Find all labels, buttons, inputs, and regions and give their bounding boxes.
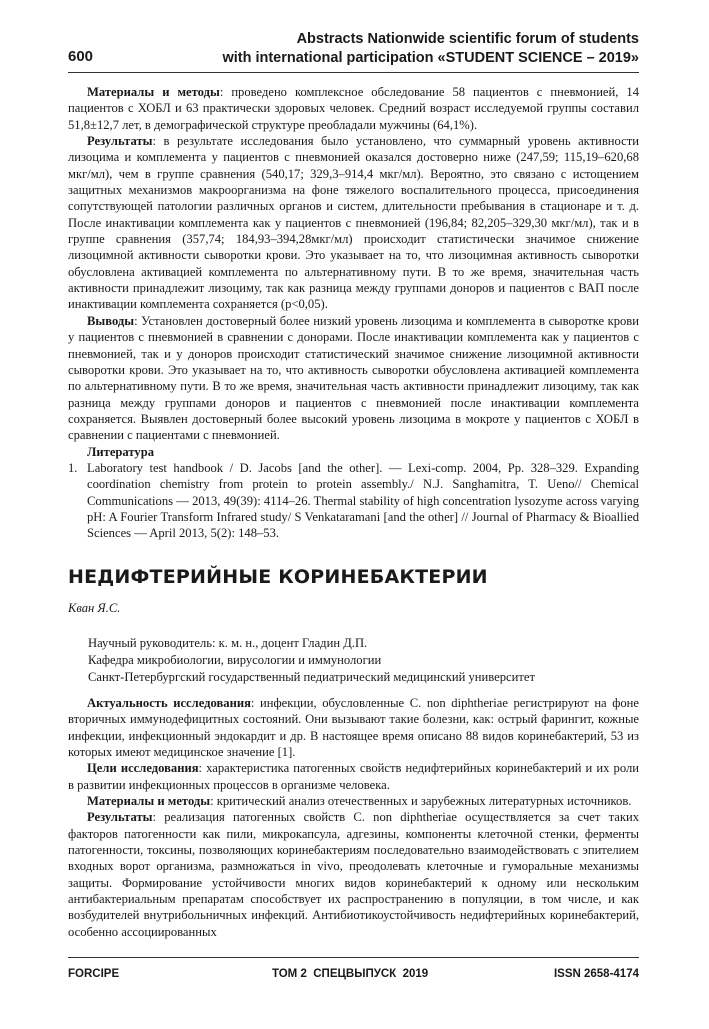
conclusions-paragraph — [68, 313, 639, 444]
first-abstract-body — [68, 84, 639, 542]
running-header-line-2: with international participation «STUDENT SCIENCE – 2019» — [222, 50, 639, 66]
conclusions-text: : Установлен достоверный более низкий уровень лизоцима и комплемента в сыворотке крови у пациентов с пневмонией в сравнении с донорами. После инактивации комплемента как у пациентов с пневмонией, так и у доноров происходит статистический значимое снижение лизоцимной активности сыворотки крови. Это указывает на то, что активность сыворотки обусловлена активацией комплемента по альтернативному пути. В то же время, значительная часть активности принадлежит лизоциму, так как разница между группами доноров и пациентов с пневмонией после инактивации комплемента сохраняется. Выявлен достоверный более высокий уровень лизоцима в мокроте у пациентов с ХОБЛ в сравнении с пациентами с пневмонией. — [68, 313, 639, 443]
methods-text-2: : критический анализ отечественных и зарубежных литературных источников. — [210, 794, 632, 809]
aims-label: Цели исследования — [87, 761, 199, 776]
methods-label-2: Материалы и методы — [87, 794, 211, 809]
relevance-label: Актуальность исследования — [87, 696, 251, 710]
university-line: Санкт-Петербургский государственный педиатрический медицинский университет — [88, 670, 535, 684]
relevance-paragraph — [68, 695, 639, 760]
aims-text: : характеристика патогенных свойств недифтерийных коринебактерий и их роли в развитии инфекционных процессов в организме человека. — [68, 761, 639, 792]
author-name: Кван Я.С. — [68, 601, 121, 615]
second-abstract-body — [68, 695, 639, 940]
results-label-2: Результаты — [87, 810, 153, 825]
supervisor-line: Научный руководитель: к. м. н., доцент Гладин Д.П. — [88, 636, 368, 650]
results-label: Результаты — [87, 134, 153, 149]
page-number: 600 — [68, 48, 94, 65]
aims-paragraph — [68, 760, 639, 793]
methods-paragraph-2 — [68, 793, 639, 809]
footer-journal: FORCIPE — [68, 968, 120, 980]
results-paragraph — [68, 133, 639, 313]
results-paragraph-2 — [68, 809, 639, 940]
department-line: Кафедра микробиологии, вирусологии и иммунологии — [88, 653, 382, 667]
reference-item — [68, 460, 639, 542]
conclusions-label: Выводы — [87, 313, 135, 328]
footer-issn: ISSN 2658-4174 — [553, 968, 639, 980]
literature-heading: Литература — [87, 444, 155, 459]
methods-label: Материалы и методы — [87, 85, 220, 99]
results-text-2: : реализация патогенных свойств C. non diphtheriae осуществляется за счет таких факторов патогенности как пили, микрокапсула, адгезины, компоненты клеточной стенки, ферменты патогенности, токсины, позволяющих коринебактериям последовательно взаимодействовать с эпителием входных ворот организма, размножаться in vivo, преодолевать клеточные и гуморальные механизмы защиты. Формирование устойчивости многих видов коринебактерий к одному или нескольким антибактериальным препаратам способствует их распространению в популяции, в том числе, и как возбудителей внутрибольничных инфекций. Антибиотикоустойчивость недифтерийных коринебактерий, особенно ассоциированных — [68, 810, 639, 939]
methods-text: : проведено комплексное обследование 58 пациентов с пневмонией, 14 пациентов с ХОБЛ и 63 практически здоровых человек. Средний возраст исследуемой группы составил 51,8±12,7 лет, в демографической структуре преобладали мужчины (64,1%). — [68, 85, 640, 132]
header-divider — [68, 72, 639, 73]
running-header — [222, 30, 639, 68]
methods-paragraph — [68, 84, 639, 133]
footer-divider — [68, 957, 639, 958]
running-header-line-1: Abstracts Nationwide scientific forum of students — [296, 31, 639, 47]
reference-number: 1. — [68, 460, 78, 475]
results-text: : в результате исследования было установлено, что суммарный уровень активности лизоцима и комплемента у пациентов с пневмонией оказался достоверно ниже (247,59; 115,19–620,68 мкг/мл), чем в группе сравнения (540,17; 329,3–914,4 мкг/мл). Вероятно, это связано с истощением защитных механизмов макроорганизма на фоне тяжелого воспалительного процесса, присоединения сопутствующей патологии различных органов и систем, длительности пребывания в стационаре и т. д. После инактивации комплемента как у пациентов с пневмонией (196,84; 82,205–329,30 мкг/мл), так и в группе сравнения (357,74; 184,93–394,28мкг/мл) происходит статистически значимое снижение лизоцимной активности сыворотки крови. Это указывает на то, что лизоцимная активность сыворотки обусловлена активацией комплемента по альтернативному пути. В то же время, значительная часть активности принадлежит лизоциму, так как разница между группами доноров и пациентов с ВАП после инактивации комплемента сохраняется (p<0,05). — [68, 134, 639, 312]
section-title: НЕДИФТЕРИЙНЫЕ КОРИНЕБАКТЕРИИ — [68, 566, 488, 588]
affiliation-block — [88, 635, 535, 686]
footer-issue: ТОМ 2 СПЕЦВЫПУСК 2019 — [272, 968, 429, 980]
relevance-text: : инфекции, обусловленные C. non diphtheriae регистрируют на фоне вторичных иммунодефицитных состояний. Они вызывают такие болезни, как: острый фарингит, кожные инфекции, инфекционный эндокардит и др. В настоящее время описано 88 видов коринебактерий, 53 из которых имеют медицинское значение [1]. — [68, 696, 639, 760]
reference-text: Laboratory test handbook / D. Jacobs [and the other]. — Lexi-comp. 2004, Pp. 328–329. Expanding coordination chemistry from protein to protein assembly./ N.J. Sanghamitra, T. Ueno// Chemical Communications — 2013, 49(39): 4114–26. Thermal stability of high concentration lysozyme across varying pH: A Fourier Transform Infrared study/ S Venkataramani [and the other] // Journal of Pharmacy & Bioallied Sciences — April 2013, 5(2): 148–53. — [87, 460, 639, 541]
